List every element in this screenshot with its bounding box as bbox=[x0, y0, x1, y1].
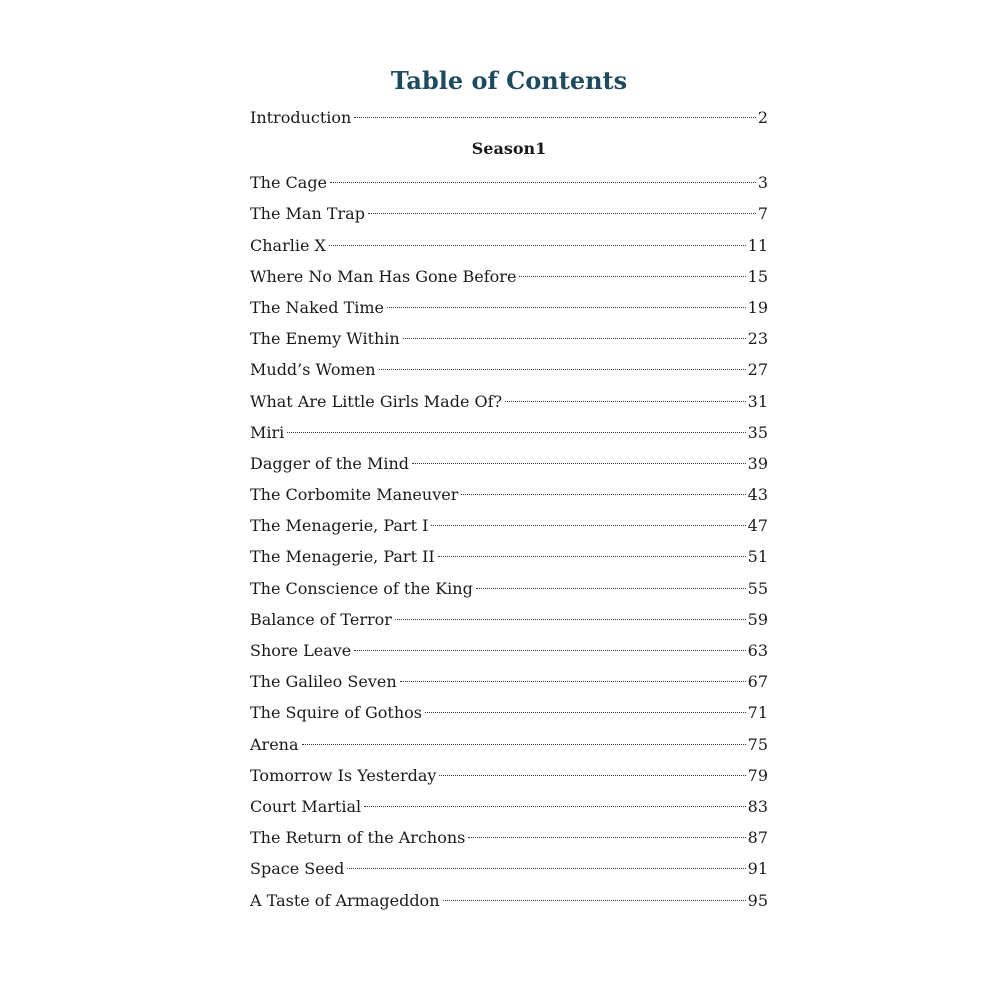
toc-entry-page: 27 bbox=[747, 360, 768, 380]
toc-entry[interactable] bbox=[250, 885, 768, 916]
toc-entry-title: The Return of the Archons bbox=[250, 828, 466, 848]
toc-entry-page: 2 bbox=[757, 108, 768, 127]
dot-leader bbox=[505, 401, 746, 402]
dot-leader bbox=[287, 432, 745, 433]
toc-entry-title: Shore Leave bbox=[250, 641, 352, 660]
toc-entry-page: 67 bbox=[747, 672, 768, 692]
toc-entry[interactable] bbox=[250, 261, 768, 292]
toc-entry[interactable] bbox=[250, 729, 768, 760]
dot-leader bbox=[461, 494, 745, 495]
toc-entry[interactable] bbox=[250, 292, 768, 323]
dot-leader bbox=[379, 369, 746, 370]
dot-leader bbox=[387, 307, 746, 308]
toc-entry[interactable] bbox=[250, 198, 768, 229]
toc-entry[interactable] bbox=[250, 853, 768, 884]
toc-entry[interactable] bbox=[250, 822, 768, 853]
toc-entry-page: 83 bbox=[747, 796, 768, 816]
toc-entry-title: The Cage bbox=[250, 173, 328, 193]
dot-leader bbox=[329, 245, 746, 246]
toc-entry[interactable] bbox=[250, 448, 768, 479]
toc-entry[interactable] bbox=[250, 417, 768, 448]
toc-entry-list bbox=[250, 167, 768, 916]
dot-leader bbox=[403, 338, 746, 339]
toc-entry-page: 39 bbox=[747, 453, 768, 473]
toc-entry-title: Mudd’s Women bbox=[250, 360, 376, 380]
dot-leader bbox=[368, 213, 756, 214]
toc-entry-title: Arena bbox=[250, 734, 299, 754]
toc-entry-page: 11 bbox=[747, 235, 768, 255]
toc-entry-page: 43 bbox=[747, 485, 768, 505]
toc-entry-page: 47 bbox=[747, 516, 768, 536]
toc-entry-page: 87 bbox=[747, 828, 768, 848]
toc-entry-page: 71 bbox=[747, 703, 768, 723]
toc-entry[interactable] bbox=[250, 541, 768, 572]
toc-entry-title: The Menagerie, Part II bbox=[250, 547, 435, 567]
page-title: Table of Contents bbox=[390, 66, 628, 95]
toc-entry[interactable] bbox=[250, 666, 768, 697]
toc-entry-page: 91 bbox=[747, 859, 768, 879]
toc-entry-page: 15 bbox=[747, 266, 768, 286]
dot-leader bbox=[302, 744, 746, 745]
dot-leader bbox=[364, 806, 746, 807]
dot-leader bbox=[330, 182, 756, 183]
dot-leader bbox=[395, 619, 746, 620]
dot-leader bbox=[438, 556, 746, 557]
toc-entry-page: 31 bbox=[747, 391, 768, 411]
toc-entry-title: Court Martial bbox=[250, 796, 362, 816]
toc-entry[interactable] bbox=[250, 510, 768, 541]
toc-entry-title: Introduction bbox=[250, 108, 352, 127]
toc-entry-title: Miri bbox=[250, 422, 285, 442]
toc-entry-page: 55 bbox=[747, 578, 768, 598]
toc-entry[interactable] bbox=[250, 760, 768, 791]
toc-entry[interactable] bbox=[250, 323, 768, 354]
toc-entry-title: What Are Little Girls Made Of? bbox=[250, 391, 503, 411]
dot-leader bbox=[425, 712, 746, 713]
dot-leader bbox=[468, 837, 745, 838]
dot-leader bbox=[476, 588, 746, 589]
toc-entry-title: The Galileo Seven bbox=[250, 672, 397, 692]
toc-entry[interactable] bbox=[250, 230, 768, 261]
dot-leader bbox=[354, 117, 755, 118]
toc-entry-title: The Menagerie, Part I bbox=[250, 516, 429, 536]
dot-leader bbox=[354, 650, 745, 651]
toc-entry[interactable] bbox=[250, 386, 768, 417]
toc-entry[interactable] bbox=[250, 354, 768, 385]
toc-entry-title: The Man Trap bbox=[250, 204, 365, 224]
toc-entry-title: Balance of Terror bbox=[250, 609, 392, 629]
toc-entry[interactable] bbox=[250, 604, 768, 635]
toc-entry-page: 95 bbox=[747, 890, 768, 910]
toc-entry-title: A Taste of Armageddon bbox=[250, 890, 440, 910]
toc-entry-introduction[interactable] bbox=[250, 102, 768, 133]
toc-entry-title: Charlie X bbox=[250, 235, 326, 255]
toc-entry-page: 23 bbox=[747, 329, 768, 349]
toc-entry[interactable] bbox=[250, 573, 768, 604]
toc-entry-page: 51 bbox=[747, 547, 768, 567]
toc-entry-title: Space Seed bbox=[250, 859, 345, 879]
toc-page bbox=[250, 60, 768, 916]
toc-entry-page: 7 bbox=[757, 204, 768, 224]
toc-entry-title: Where No Man Has Gone Before bbox=[250, 266, 517, 286]
toc-entry-page: 75 bbox=[747, 734, 768, 754]
toc-entry[interactable] bbox=[250, 791, 768, 822]
toc-entry-title: The Naked Time bbox=[250, 297, 384, 317]
section-heading: Season1 bbox=[471, 139, 547, 159]
toc-entry[interactable] bbox=[250, 697, 768, 728]
toc-entry-page: 35 bbox=[747, 422, 768, 442]
dot-leader bbox=[519, 276, 745, 277]
toc-entry[interactable] bbox=[250, 479, 768, 510]
dot-leader bbox=[431, 525, 745, 526]
toc-entry-page: 3 bbox=[757, 173, 768, 193]
toc-entry-title: The Enemy Within bbox=[250, 329, 400, 349]
toc-entry[interactable] bbox=[250, 635, 768, 666]
toc-entry-page: 79 bbox=[747, 765, 768, 785]
toc-entry-title: Dagger of the Mind bbox=[250, 453, 410, 473]
toc-entry-title: The Corbomite Maneuver bbox=[250, 485, 459, 505]
dot-leader bbox=[412, 463, 746, 464]
toc-entry-title: The Squire of Gothos bbox=[250, 703, 422, 723]
toc-entry-page: 63 bbox=[747, 641, 768, 660]
dot-leader bbox=[439, 775, 745, 776]
dot-leader bbox=[443, 900, 746, 901]
dot-leader bbox=[347, 868, 745, 869]
toc-entry-title: Tomorrow Is Yesterday bbox=[250, 765, 437, 785]
toc-entry[interactable] bbox=[250, 167, 768, 198]
dot-leader bbox=[400, 681, 746, 682]
toc-entry-page: 59 bbox=[747, 609, 768, 629]
toc-entry-page: 19 bbox=[747, 297, 768, 317]
toc-entry-title: The Conscience of the King bbox=[250, 578, 473, 598]
